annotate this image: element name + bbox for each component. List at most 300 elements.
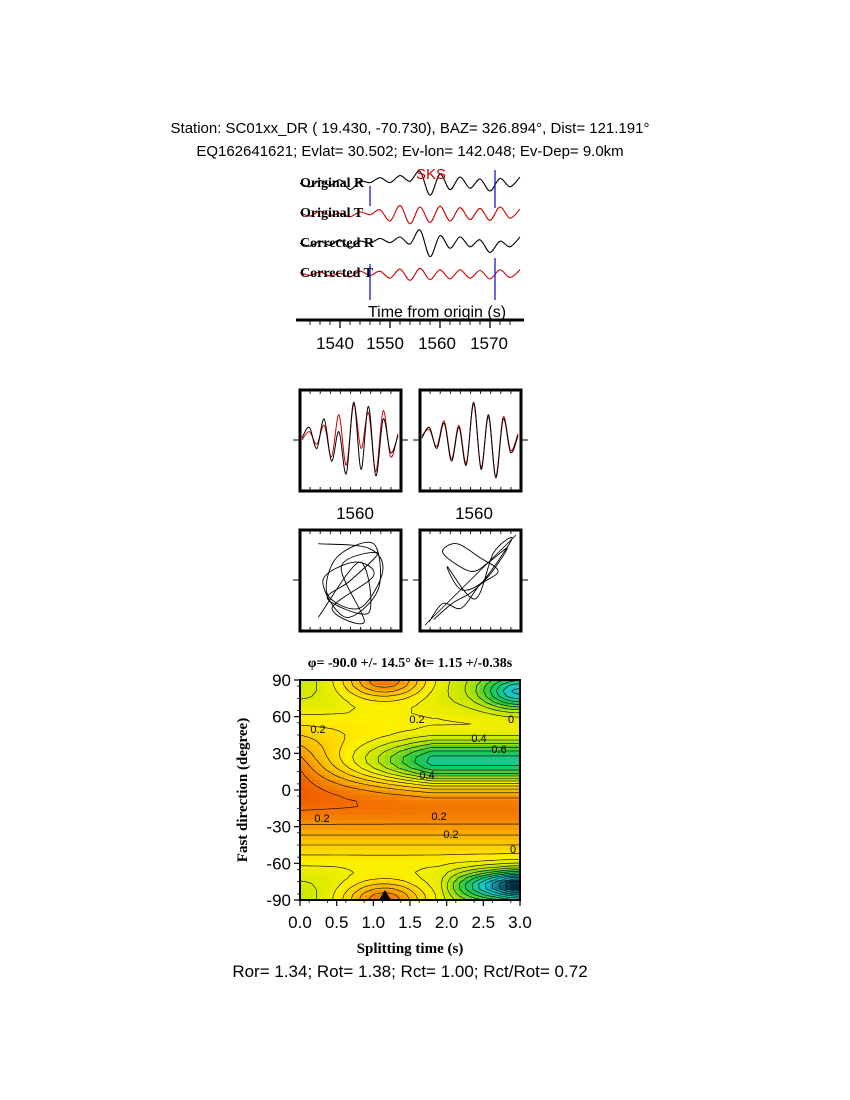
heatmap-cell (405, 815, 410, 820)
heatmap-cell (460, 730, 465, 735)
heatmap-cell (465, 770, 470, 775)
heatmap-cell (410, 885, 415, 890)
heatmap-cell (360, 725, 365, 730)
heatmap-cell (455, 815, 460, 820)
heatmap-cell (385, 715, 390, 720)
heatmap-cell (335, 815, 340, 820)
heatmap-cell (405, 800, 410, 805)
heatmap-cell (400, 805, 405, 810)
heatmap-cell (400, 845, 405, 850)
heatmap-cell (465, 725, 470, 730)
heatmap-cell (460, 890, 465, 895)
heatmap-cell (425, 700, 430, 705)
heatmap-cell (325, 695, 330, 700)
heatmap-cell (360, 700, 365, 705)
heatmap-cell (395, 830, 400, 835)
heatmap-cell (510, 785, 515, 790)
heatmap-cell (395, 850, 400, 855)
heatmap-cell (480, 805, 485, 810)
heatmap-cell (500, 865, 505, 870)
heatmap-cell (485, 700, 490, 705)
heatmap-cell (395, 725, 400, 730)
heatmap-cell (310, 825, 315, 830)
heatmap-cell (465, 815, 470, 820)
heatmap-cell (375, 690, 380, 695)
heatmap-cell (400, 840, 405, 845)
heatmap-cell (500, 850, 505, 855)
heatmap-cell (385, 870, 390, 875)
heatmap-cell (485, 785, 490, 790)
heatmap-cell (390, 830, 395, 835)
heatmap-cell (305, 835, 310, 840)
heatmap-cell (375, 855, 380, 860)
heatmap-cell (495, 825, 500, 830)
heatmap-cell (325, 840, 330, 845)
time-tick-label-1560: 1560 (418, 334, 456, 353)
heatmap-cell (395, 710, 400, 715)
heatmap-cell (310, 840, 315, 845)
heatmap-cell (305, 700, 310, 705)
heatmap-cell (350, 875, 355, 880)
heatmap-cell (470, 840, 475, 845)
heatmap-cell (340, 885, 345, 890)
heatmap-cell (405, 805, 410, 810)
heatmap-cell (340, 835, 345, 840)
heatmap-cell (315, 830, 320, 835)
heatmap-cell (480, 785, 485, 790)
waveform-slow-trace (422, 404, 518, 475)
heatmap-cell (390, 870, 395, 875)
window-markers (370, 170, 495, 300)
heatmap-cell (320, 865, 325, 870)
heatmap-cell (365, 845, 370, 850)
heatmap-cell (360, 830, 365, 835)
heatmap-cell (415, 790, 420, 795)
heatmap-cell (375, 865, 380, 870)
heatmap-cell (490, 760, 495, 765)
heatmap-cell (375, 685, 380, 690)
heatmap-cell (325, 835, 330, 840)
heatmap-cell (385, 685, 390, 690)
heatmap-cell (345, 785, 350, 790)
heatmap-cell (485, 800, 490, 805)
heatmap-cell (350, 860, 355, 865)
splitting-time-tick-labels (288, 913, 532, 932)
heatmap-cell (495, 770, 500, 775)
heatmap-cell (455, 795, 460, 800)
heatmap-cell (330, 810, 335, 815)
heatmap-cell (345, 745, 350, 750)
particle-motion-path (318, 542, 383, 624)
heatmap-cell (450, 760, 455, 765)
heatmap-cell (405, 860, 410, 865)
heatmap-cell (490, 795, 495, 800)
heatmap-cell (495, 805, 500, 810)
heatmap-cell (320, 780, 325, 785)
heatmap-cell (335, 785, 340, 790)
heatmap-cell (480, 815, 485, 820)
heatmap-cell (470, 880, 475, 885)
heatmap-cell (435, 805, 440, 810)
heatmap-cell (415, 830, 420, 835)
heatmap-cell (370, 815, 375, 820)
heatmap-cell (430, 830, 435, 835)
heatmap-cell (400, 705, 405, 710)
heatmap-cell (400, 835, 405, 840)
heatmap-cell (355, 705, 360, 710)
heatmap-cell (465, 825, 470, 830)
heatmap-cell (495, 735, 500, 740)
heatmap-cell (440, 805, 445, 810)
heatmap-cell (320, 715, 325, 720)
heatmap-cell (360, 855, 365, 860)
heatmap-cell (450, 715, 455, 720)
heatmap-cell (385, 865, 390, 870)
heatmap-cell (445, 710, 450, 715)
heatmap-cell (390, 705, 395, 710)
heatmap-cell (385, 830, 390, 835)
heatmap-cell (345, 840, 350, 845)
heatmap-cell (365, 810, 370, 815)
time-tick-label-1540: 1540 (316, 334, 354, 353)
heatmap-cell (350, 765, 355, 770)
heatmap-cell (510, 885, 515, 890)
heatmap-cell (340, 890, 345, 895)
heatmap-cell (510, 735, 515, 740)
heatmap-cell (365, 735, 370, 740)
heatmap-cell (310, 775, 315, 780)
heatmap-cell (440, 685, 445, 690)
heatmap-cell (320, 875, 325, 880)
heatmap-cell (370, 830, 375, 835)
time-tick-label-1550: 1550 (366, 334, 404, 353)
heatmap-cell (420, 840, 425, 845)
heatmap-cell (305, 755, 310, 760)
heatmap-cell (495, 725, 500, 730)
heatmap-cell (410, 730, 415, 735)
heatmap-cell (440, 710, 445, 715)
heatmap-cell (495, 835, 500, 840)
heatmap-cell (390, 805, 395, 810)
heatmap-cell (365, 785, 370, 790)
heatmap-cell (380, 825, 385, 830)
heatmap-cell (475, 685, 480, 690)
heatmap-cell (325, 710, 330, 715)
heatmap-cell (500, 735, 505, 740)
heatmap-cell (500, 720, 505, 725)
heatmap-cell (335, 695, 340, 700)
heatmap-cell (410, 815, 415, 820)
heatmap-cell (350, 810, 355, 815)
heatmap-cell (370, 760, 375, 765)
heatmap-cell (330, 815, 335, 820)
heatmap-cell (310, 700, 315, 705)
heatmap-cell (475, 810, 480, 815)
heatmap-cell (430, 735, 435, 740)
heatmap-cell (355, 725, 360, 730)
heatmap-cell (335, 745, 340, 750)
heatmap-cell (405, 700, 410, 705)
heatmap-cell (360, 755, 365, 760)
heatmap-cell (405, 845, 410, 850)
heatmap-cell (480, 795, 485, 800)
heatmap-cell (335, 715, 340, 720)
heatmap-cell (320, 890, 325, 895)
trace-label-original-r: Original R (300, 176, 365, 191)
heatmap-cell (390, 825, 395, 830)
heatmap-cell (495, 845, 500, 850)
heatmap-cell (430, 860, 435, 865)
heatmap-cell (310, 860, 315, 865)
heatmap-cell (355, 765, 360, 770)
heatmap-cell (355, 845, 360, 850)
heatmap-cell (330, 690, 335, 695)
heatmap-cell (480, 700, 485, 705)
heatmap-cell (405, 825, 410, 830)
heatmap-cell (305, 705, 310, 710)
heatmap-cell (415, 800, 420, 805)
heatmap-cell (430, 865, 435, 870)
heatmap-cell (415, 875, 420, 880)
heatmap-cell (330, 785, 335, 790)
heatmap-cell (365, 865, 370, 870)
heatmap-cell (405, 705, 410, 710)
seismogram-panel (296, 166, 524, 353)
heatmap-cell (385, 805, 390, 810)
heatmap-cell (380, 755, 385, 760)
heatmap-cell (435, 795, 440, 800)
heatmap-cell (450, 880, 455, 885)
heatmap-cell (470, 835, 475, 840)
heatmap-cell (360, 800, 365, 805)
heatmap-cell (305, 800, 310, 805)
heatmap-cell (345, 850, 350, 855)
heatmap-cell (370, 790, 375, 795)
heatmap-cell (460, 735, 465, 740)
fast-direction-tick-label: 90 (272, 671, 291, 690)
heatmap-cell (395, 745, 400, 750)
heatmap-cell (375, 745, 380, 750)
heatmap-cell (420, 785, 425, 790)
heatmap-cell (390, 795, 395, 800)
heatmap-cell (350, 845, 355, 850)
heatmap-cell (395, 735, 400, 740)
heatmap-cell (390, 885, 395, 890)
heatmap-cell (415, 695, 420, 700)
heatmap-cell (360, 730, 365, 735)
heatmap-cell (425, 730, 430, 735)
heatmap-cell (320, 770, 325, 775)
heatmap-cell (370, 730, 375, 735)
heatmap-cell (505, 815, 510, 820)
heatmap-cell (425, 810, 430, 815)
fast-direction-tick-label: -30 (266, 817, 291, 837)
heatmap-cell (375, 720, 380, 725)
heatmap-cell (490, 770, 495, 775)
heatmap-cell (455, 735, 460, 740)
heatmap-cell (340, 705, 345, 710)
heatmap-cell (510, 795, 515, 800)
heatmap-cell (505, 795, 510, 800)
heatmap-cell (380, 765, 385, 770)
heatmap-cell (330, 745, 335, 750)
heatmap-cell (460, 715, 465, 720)
heatmap-cell (465, 715, 470, 720)
heatmap-cell (475, 820, 480, 825)
heatmap-cell (315, 715, 320, 720)
heatmap-cell (455, 730, 460, 735)
heatmap-cell (355, 835, 360, 840)
heatmap-cell (365, 715, 370, 720)
heatmap-cell (375, 825, 380, 830)
heatmap-cell (350, 740, 355, 745)
heatmap-cell (500, 710, 505, 715)
heatmap-cell (495, 815, 500, 820)
heatmap-cell (320, 880, 325, 885)
heatmap-cell (335, 800, 340, 805)
heatmap-cell (305, 845, 310, 850)
heatmap-cell (460, 760, 465, 765)
heatmap-cell (390, 815, 395, 820)
heatmap-cell (455, 785, 460, 790)
heatmap-cell (445, 845, 450, 850)
heatmap-cell (510, 690, 515, 695)
heatmap-cell (380, 820, 385, 825)
heatmap-cell (315, 875, 320, 880)
heatmap-cell (425, 710, 430, 715)
heatmap-cell (460, 685, 465, 690)
particle-box-ticks (293, 530, 528, 631)
heatmap-cell (405, 865, 410, 870)
heatmap-cell (315, 855, 320, 860)
heatmap-cell (330, 795, 335, 800)
heatmap-cell (375, 725, 380, 730)
heatmap-cell (350, 725, 355, 730)
heatmap-cell (400, 830, 405, 835)
heatmap-cell (335, 735, 340, 740)
heatmap-cell (440, 870, 445, 875)
heatmap-cell (415, 820, 420, 825)
heatmap-cell (425, 880, 430, 885)
heatmap-cell (425, 750, 430, 755)
heatmap-cell (435, 690, 440, 695)
heatmap-cell (485, 815, 490, 820)
heatmap-cell (495, 800, 500, 805)
heatmap-cell (315, 870, 320, 875)
heatmap-cell (330, 865, 335, 870)
heatmap-cell (485, 835, 490, 840)
heatmap-cell (325, 795, 330, 800)
heatmap-cell (425, 830, 430, 835)
heatmap-cell (485, 770, 490, 775)
heatmap-cell (505, 805, 510, 810)
heatmap-cell (490, 805, 495, 810)
heatmap-cell (430, 835, 435, 840)
heatmap-cell (385, 725, 390, 730)
heatmap-cell (490, 845, 495, 850)
heatmap-cell (505, 785, 510, 790)
heatmap-cell (330, 850, 335, 855)
heatmap-cell (395, 840, 400, 845)
ratio-summary: Ror= 1.34; Rot= 1.38; Rct= 1.00; Rct/Rot= 0.72 (232, 962, 588, 981)
heatmap-cell (420, 790, 425, 795)
heatmap-cell (385, 790, 390, 795)
heatmap-cell (425, 855, 430, 860)
heatmap-cell (475, 770, 480, 775)
heatmap-cell (385, 730, 390, 735)
heatmap-cell (445, 855, 450, 860)
fast-direction-tick-label: 60 (272, 707, 291, 727)
heatmap-cell (440, 690, 445, 695)
heatmap-cell (500, 730, 505, 735)
heatmap-cell (495, 830, 500, 835)
heatmap-cell (455, 800, 460, 805)
heatmap-cell (420, 755, 425, 760)
heatmap-cell (455, 805, 460, 810)
heatmap-cell (460, 795, 465, 800)
heatmap-cell (430, 855, 435, 860)
heatmap-cell (350, 855, 355, 860)
heatmap-cell (330, 710, 335, 715)
trace-label-corrected-r: Corrected R (300, 236, 374, 251)
waveform-fast-trace (302, 402, 398, 476)
heatmap-cell (325, 800, 330, 805)
heatmap-cell (465, 800, 470, 805)
heatmap-cell (500, 785, 505, 790)
energy-grid-panel (235, 656, 532, 957)
heatmap-cell (445, 705, 450, 710)
heatmap-cell (435, 850, 440, 855)
heatmap-cell (445, 725, 450, 730)
heatmap-cell (370, 800, 375, 805)
heatmap-cell (320, 885, 325, 890)
heatmap-cell (340, 690, 345, 695)
heatmap-cell (450, 800, 455, 805)
heatmap-cell (475, 835, 480, 840)
heatmap-cell (375, 730, 380, 735)
heatmap-cell (500, 815, 505, 820)
phase-label: SKS (415, 166, 447, 183)
heatmap-cell (405, 810, 410, 815)
heatmap-cell (410, 875, 415, 880)
heatmap-cell (370, 860, 375, 865)
heatmap-cell (510, 760, 515, 765)
heatmap-cell (345, 855, 350, 860)
waveform-fast-trace (422, 402, 518, 478)
heatmap-cell (475, 850, 480, 855)
heatmap-cell (375, 830, 380, 835)
heatmap-cell (415, 860, 420, 865)
heatmap-cell (360, 865, 365, 870)
heatmap-cell (430, 710, 435, 715)
heatmap-cell (430, 805, 435, 810)
heatmap-cell (415, 850, 420, 855)
heatmap-cell (430, 700, 435, 705)
heatmap-cell (310, 830, 315, 835)
heatmap-cell (400, 870, 405, 875)
polarization-line (425, 535, 516, 625)
heatmap-cell (380, 725, 385, 730)
heatmap-cell (305, 870, 310, 875)
heatmap-cell (345, 725, 350, 730)
heatmap-cell (505, 870, 510, 875)
heatmap-cell (335, 835, 340, 840)
heatmap-cell (320, 740, 325, 745)
heatmap-cell (355, 855, 360, 860)
heatmap-cell (475, 805, 480, 810)
heatmap-cell (365, 730, 370, 735)
heatmap-cell (480, 825, 485, 830)
